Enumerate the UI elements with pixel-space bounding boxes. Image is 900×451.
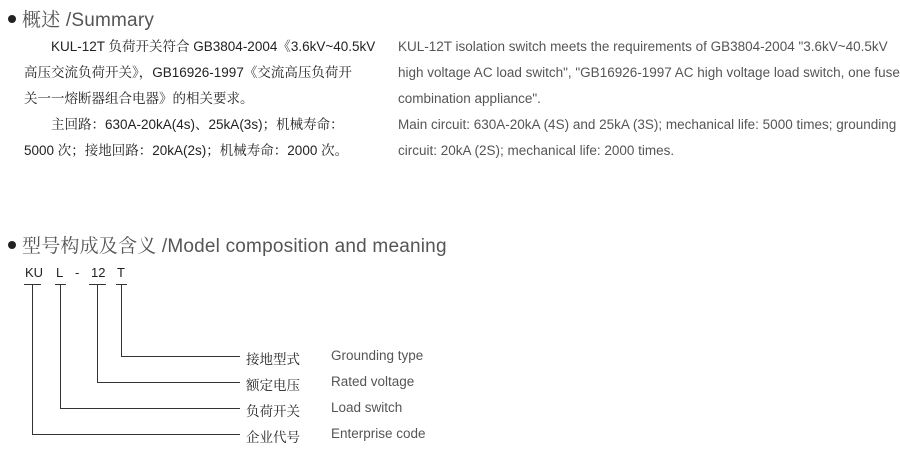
- summary-zh-line: 主回路：630A-20kA(4s)、25kA(3s)；机械寿命：: [24, 117, 344, 132]
- summary-heading-text: 概述 /Summary: [22, 10, 155, 31]
- legend-en-grounding-type: Grounding type: [331, 348, 424, 363]
- summary-en-line: circuit: 20kA (2S); mechanical life: 2000 times.: [398, 143, 675, 158]
- connector-load-switch: [61, 285, 241, 409]
- model-heading-text: 型号构成及含义 /Model composition and meaning: [22, 236, 447, 257]
- summary-en-line: high voltage AC load switch", "GB16926-1997 AC high voltage load switch, one fuse: [398, 65, 900, 80]
- summary-zh-line: 高压交流负荷开关》，GB16926-1997《交流高压负荷开: [24, 65, 352, 80]
- legend-zh-enterprise-code: 企业代号: [246, 430, 300, 445]
- code-part-dash: -: [75, 265, 80, 280]
- legend-zh-rated-voltage: 额定电压: [246, 378, 300, 393]
- legend-en-rated-voltage: Rated voltage: [331, 374, 415, 389]
- legend-zh-grounding-type: 接地型式: [246, 352, 300, 367]
- connector-rated-voltage: [98, 285, 241, 383]
- summary-en-line: Main circuit: 630A-20kA (4S) and 25kA (3S); mechanical life: 5000 times; grounding: [398, 117, 897, 132]
- legend-en-load-switch: Load switch: [331, 400, 403, 415]
- summary-zh-line: 关一一熔断器组合电器》的相关要求。: [24, 91, 254, 106]
- connector-enterprise-code: [33, 285, 241, 435]
- code-part-voltage: 12: [91, 265, 106, 280]
- connector-grounding-type: [122, 285, 241, 357]
- legend-zh-load-switch: 负荷开关: [246, 404, 300, 419]
- summary-zh-line: KUL-12T 负荷开关符合 GB3804-2004《3.6kV~40.5kV: [24, 39, 376, 54]
- code-part-enterprise: KU: [25, 265, 44, 280]
- summary-en-line: KUL-12T isolation switch meets the requirements of GB3804-2004 "3.6kV~40.5kV: [398, 39, 888, 54]
- legend-en-enterprise-code: Enterprise code: [331, 426, 426, 441]
- summary-en-line: combination appliance".: [398, 91, 541, 106]
- summary-zh-line: 5000 次；接地回路：20kA(2s)；机械寿命：2000 次。: [24, 143, 349, 158]
- code-part-grounding: T: [117, 265, 125, 280]
- code-part-load-switch: L: [56, 265, 64, 280]
